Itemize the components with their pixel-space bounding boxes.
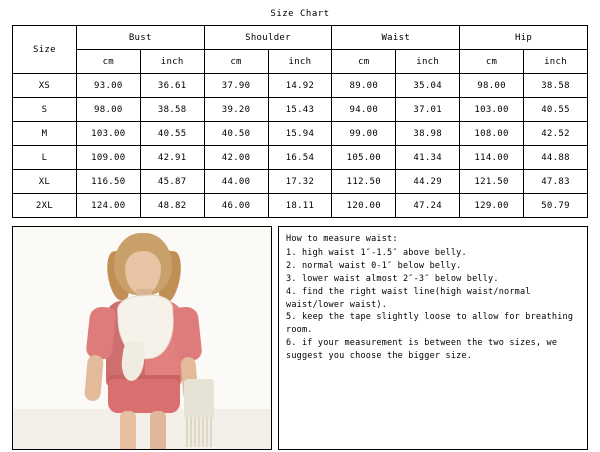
size-chart-table [12,25,588,218]
cell-shoulder-inch: 16.54 [268,146,332,170]
cell-shoulder-inch: 15.94 [268,122,332,146]
cell-waist-inch: 37.01 [396,98,460,122]
cell-shoulder-inch: 18.11 [268,194,332,218]
instruction-line: 4. find the right waist line(high waist/normal waist/lower waist). [286,286,531,310]
cell-hip-cm: 98.00 [460,74,524,98]
header-size: Size [13,26,77,74]
cell-hip-cm: 103.00 [460,98,524,122]
unit-hip-cm: cm [460,50,524,74]
cell-bust-inch: 36.61 [140,74,204,98]
handbag-fringe [186,417,212,447]
cell-shoulder-inch: 15.43 [268,98,332,122]
cell-waist-inch: 38.98 [396,122,460,146]
header-shoulder: Shoulder [204,26,332,50]
row-size-label: XS [13,74,77,98]
row-size-label: S [13,98,77,122]
cell-hip-inch: 42.52 [524,122,588,146]
cell-bust-inch: 38.58 [140,98,204,122]
cell-waist-cm: 94.00 [332,98,396,122]
table-header-group-row [13,26,588,50]
unit-bust-inch: inch [140,50,204,74]
cell-waist-cm: 99.00 [332,122,396,146]
table-header-unit-row [13,50,588,74]
cell-waist-cm: 112.50 [332,170,396,194]
table-row [13,194,588,218]
cell-hip-inch: 47.83 [524,170,588,194]
cell-bust-cm: 109.00 [76,146,140,170]
cell-shoulder-cm: 46.00 [204,194,268,218]
unit-waist-cm: cm [332,50,396,74]
arm-left [84,354,104,401]
unit-bust-cm: cm [76,50,140,74]
row-size-label: XL [13,170,77,194]
unit-shoulder-cm: cm [204,50,268,74]
unit-hip-inch: inch [524,50,588,74]
instruction-line: 1. high waist 1″-1.5″ above belly. [286,247,467,258]
cell-bust-inch: 48.82 [140,194,204,218]
sleeve-right [171,306,203,362]
leg-left [120,411,136,450]
table-row [13,98,588,122]
cell-bust-cm: 116.50 [76,170,140,194]
model-figure [62,229,222,450]
cell-bust-inch: 45.87 [140,170,204,194]
cell-waist-inch: 35.04 [396,74,460,98]
cell-shoulder-cm: 44.00 [204,170,268,194]
row-size-label: 2XL [13,194,77,218]
measuring-instructions [278,226,588,450]
row-size-label: L [13,146,77,170]
cell-hip-inch: 44.88 [524,146,588,170]
unit-shoulder-inch: inch [268,50,332,74]
cell-bust-inch: 42.91 [140,146,204,170]
page-title: Size Chart [270,9,330,19]
cell-shoulder-cm: 40.50 [204,122,268,146]
cell-shoulder-inch: 14.92 [268,74,332,98]
romper-shorts [108,379,180,413]
unit-waist-inch: inch [396,50,460,74]
cell-bust-cm: 124.00 [76,194,140,218]
cell-bust-cm: 93.00 [76,74,140,98]
cell-hip-inch: 40.55 [524,98,588,122]
cell-hip-cm: 121.50 [460,170,524,194]
instruction-line: 6. if your measurement is between the two sizes, we suggest you choose the bigger size. [286,338,558,362]
cell-waist-cm: 105.00 [332,146,396,170]
cell-hip-cm: 114.00 [460,146,524,170]
cell-bust-cm: 103.00 [76,122,140,146]
table-row [13,74,588,98]
cell-shoulder-cm: 42.00 [204,146,268,170]
lower-section [12,226,588,450]
cell-shoulder-cm: 37.90 [204,74,268,98]
cell-waist-inch: 41.34 [396,146,460,170]
cell-waist-inch: 44.29 [396,170,460,194]
cell-waist-inch: 47.24 [396,194,460,218]
table-row [13,122,588,146]
row-size-label: M [13,122,77,146]
cell-hip-cm: 108.00 [460,122,524,146]
cell-bust-inch: 40.55 [140,122,204,146]
leg-right [150,411,166,450]
cell-shoulder-cm: 39.20 [204,98,268,122]
photo-scene [13,227,271,449]
instructions-title: How to measure waist: [286,234,398,244]
table-row [13,170,588,194]
handbag [184,379,214,419]
cell-hip-inch: 50.79 [524,194,588,218]
table-row [13,146,588,170]
cell-hip-inch: 38.58 [524,74,588,98]
instruction-line: 3. lower waist almost 2″-3″ below belly. [286,273,499,284]
header-bust: Bust [76,26,204,50]
product-photo [12,226,272,450]
instruction-line: 2. normal waist 0-1″ below belly. [286,260,462,271]
cell-waist-cm: 120.00 [332,194,396,218]
cell-bust-cm: 98.00 [76,98,140,122]
instruction-line: 5. keep the tape slightly loose to allow for breathing room. [286,312,574,336]
header-hip: Hip [460,26,588,50]
cell-hip-cm: 129.00 [460,194,524,218]
cell-waist-cm: 89.00 [332,74,396,98]
header-waist: Waist [332,26,460,50]
cell-shoulder-inch: 17.32 [268,170,332,194]
